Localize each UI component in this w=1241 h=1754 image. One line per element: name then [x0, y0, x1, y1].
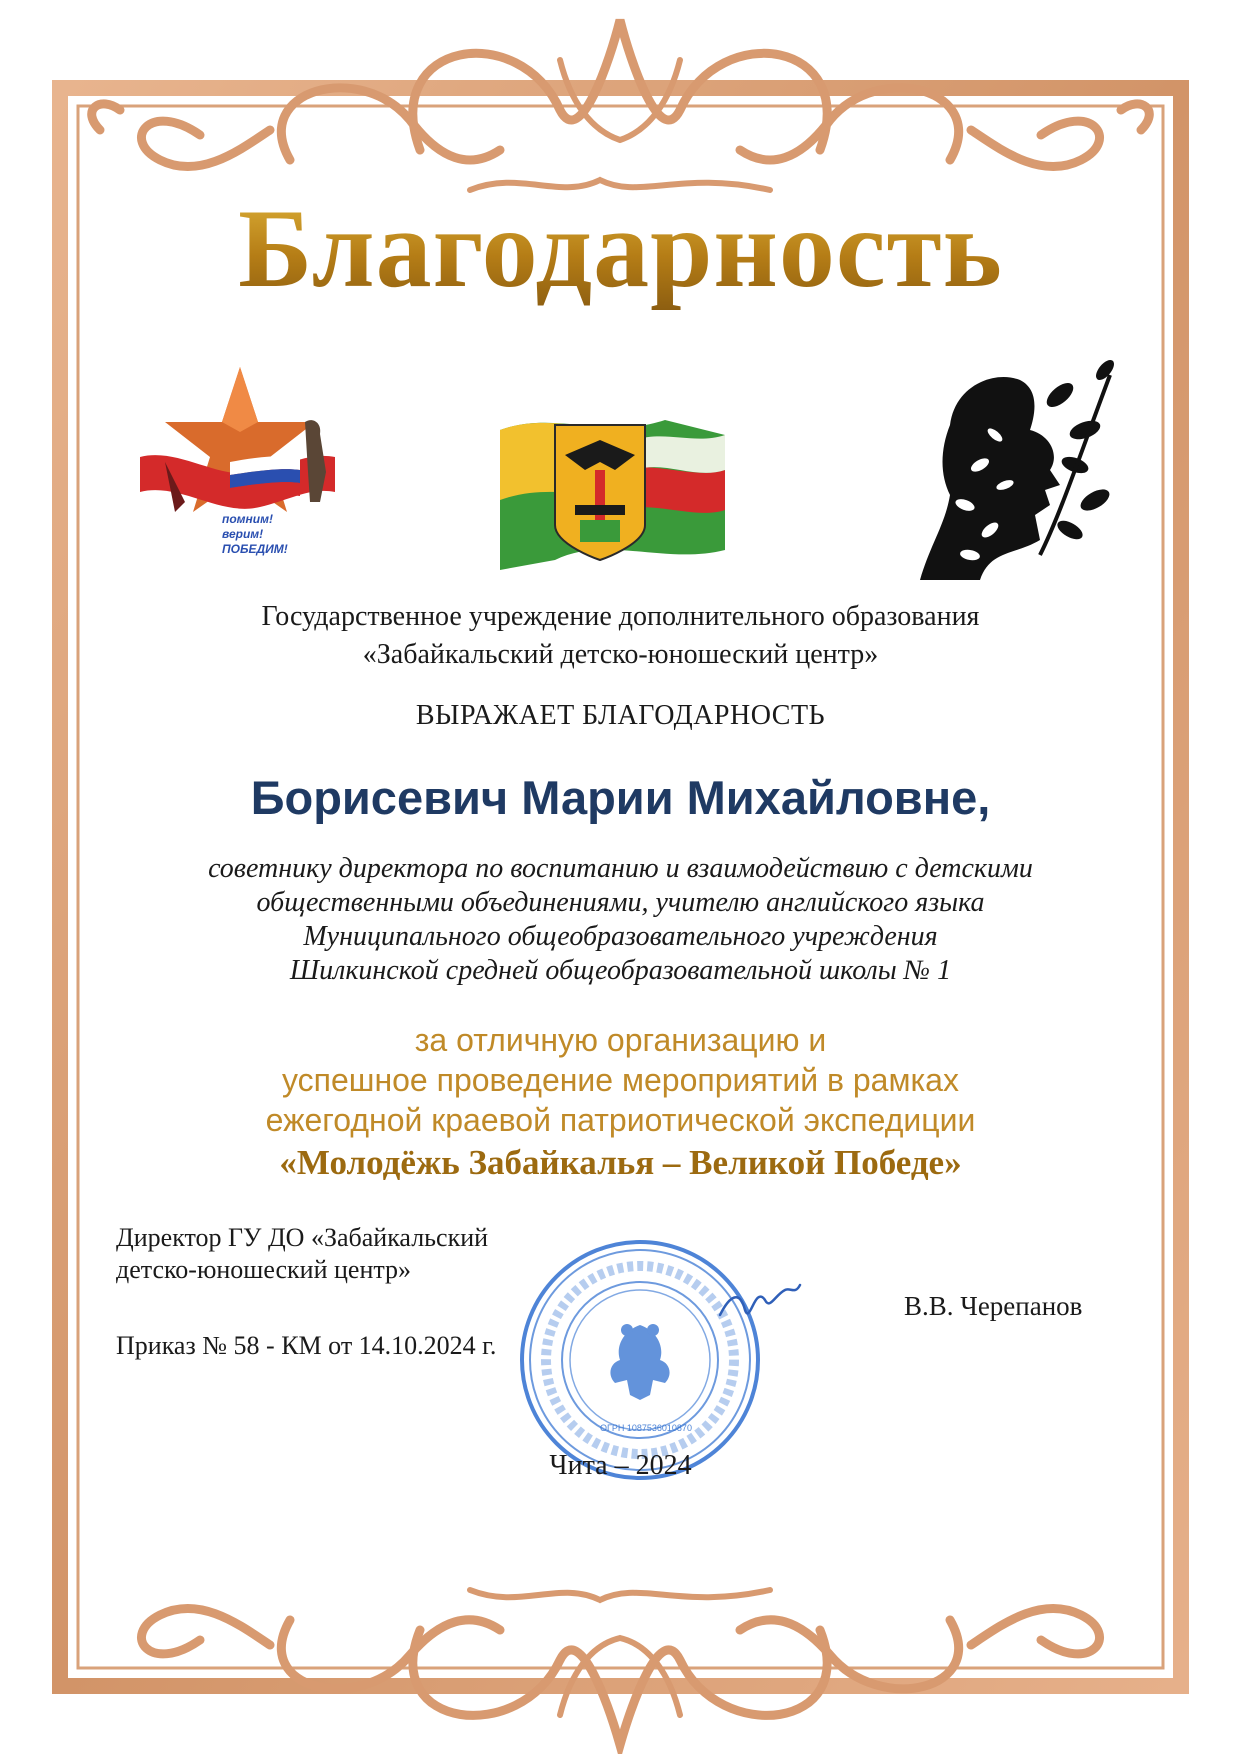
director-title-line-2: детско-юношеский центр» — [116, 1255, 412, 1284]
director-title-line-1: Директор ГУ ДО «Забайкальский — [116, 1223, 489, 1252]
position-line-1: советнику директора по воспитанию и взаимодействию с детскими — [208, 853, 1033, 884]
coat-of-arms-icon — [495, 410, 735, 575]
logo-caption-2: верим! — [222, 527, 264, 541]
logo-caption-3: ПОБЕДИМ! — [222, 542, 288, 556]
victory-logo — [130, 362, 340, 562]
logo-caption-1: помним! — [222, 512, 273, 526]
recipient-name: Борисевич Марии Михайловне, — [250, 771, 991, 824]
merit-text — [0, 1020, 1241, 1140]
signer-name: В.В. Черепанов — [904, 1291, 1083, 1321]
merit-line-2: успешное проведение мероприятий в рамках — [282, 1062, 959, 1098]
order-reference: Приказ № 58 - КМ от 14.10.2024 г. — [116, 1331, 497, 1360]
signature-mark-icon — [715, 1275, 805, 1335]
expedition-name: «Молодёжь Забайкалья – Великой Победе» — [279, 1143, 962, 1182]
expresses-gratitude: ВЫРАЖАЕТ БЛАГОДАРНОСТЬ — [415, 700, 826, 731]
position-line-3: Муниципального общеобразовательного учреждения — [303, 921, 938, 952]
official-stamp — [515, 1235, 765, 1485]
organization-line-1: Государственное учреждение дополнительного образования — [261, 601, 980, 632]
organization-line-2: «Забайкальский детско-юношеский центр» — [362, 639, 879, 670]
recipient-position — [0, 852, 1241, 988]
footer-city-year: Чита – 2024 — [549, 1450, 692, 1481]
regional-flag-logo — [495, 410, 735, 575]
stamp-ogrn: ОГРН 1087536010870 — [600, 1423, 692, 1433]
profile-silhouette-logo — [910, 355, 1120, 590]
position-line-2: общественными объединениями, учителю английского языка — [256, 887, 985, 918]
director-title — [116, 1222, 488, 1286]
silhouette-leaves-icon — [910, 355, 1120, 590]
certificate-title: Благодарность — [0, 185, 1241, 314]
organization-name — [0, 598, 1241, 674]
merit-line-3: ежегодной краевой патриотической экспедиции — [265, 1102, 976, 1138]
stamp-icon — [515, 1235, 765, 1485]
position-line-4: Шилкинской средней общеобразовательной школы № 1 — [289, 955, 952, 986]
merit-line-1: за отличную организацию и — [414, 1022, 827, 1058]
